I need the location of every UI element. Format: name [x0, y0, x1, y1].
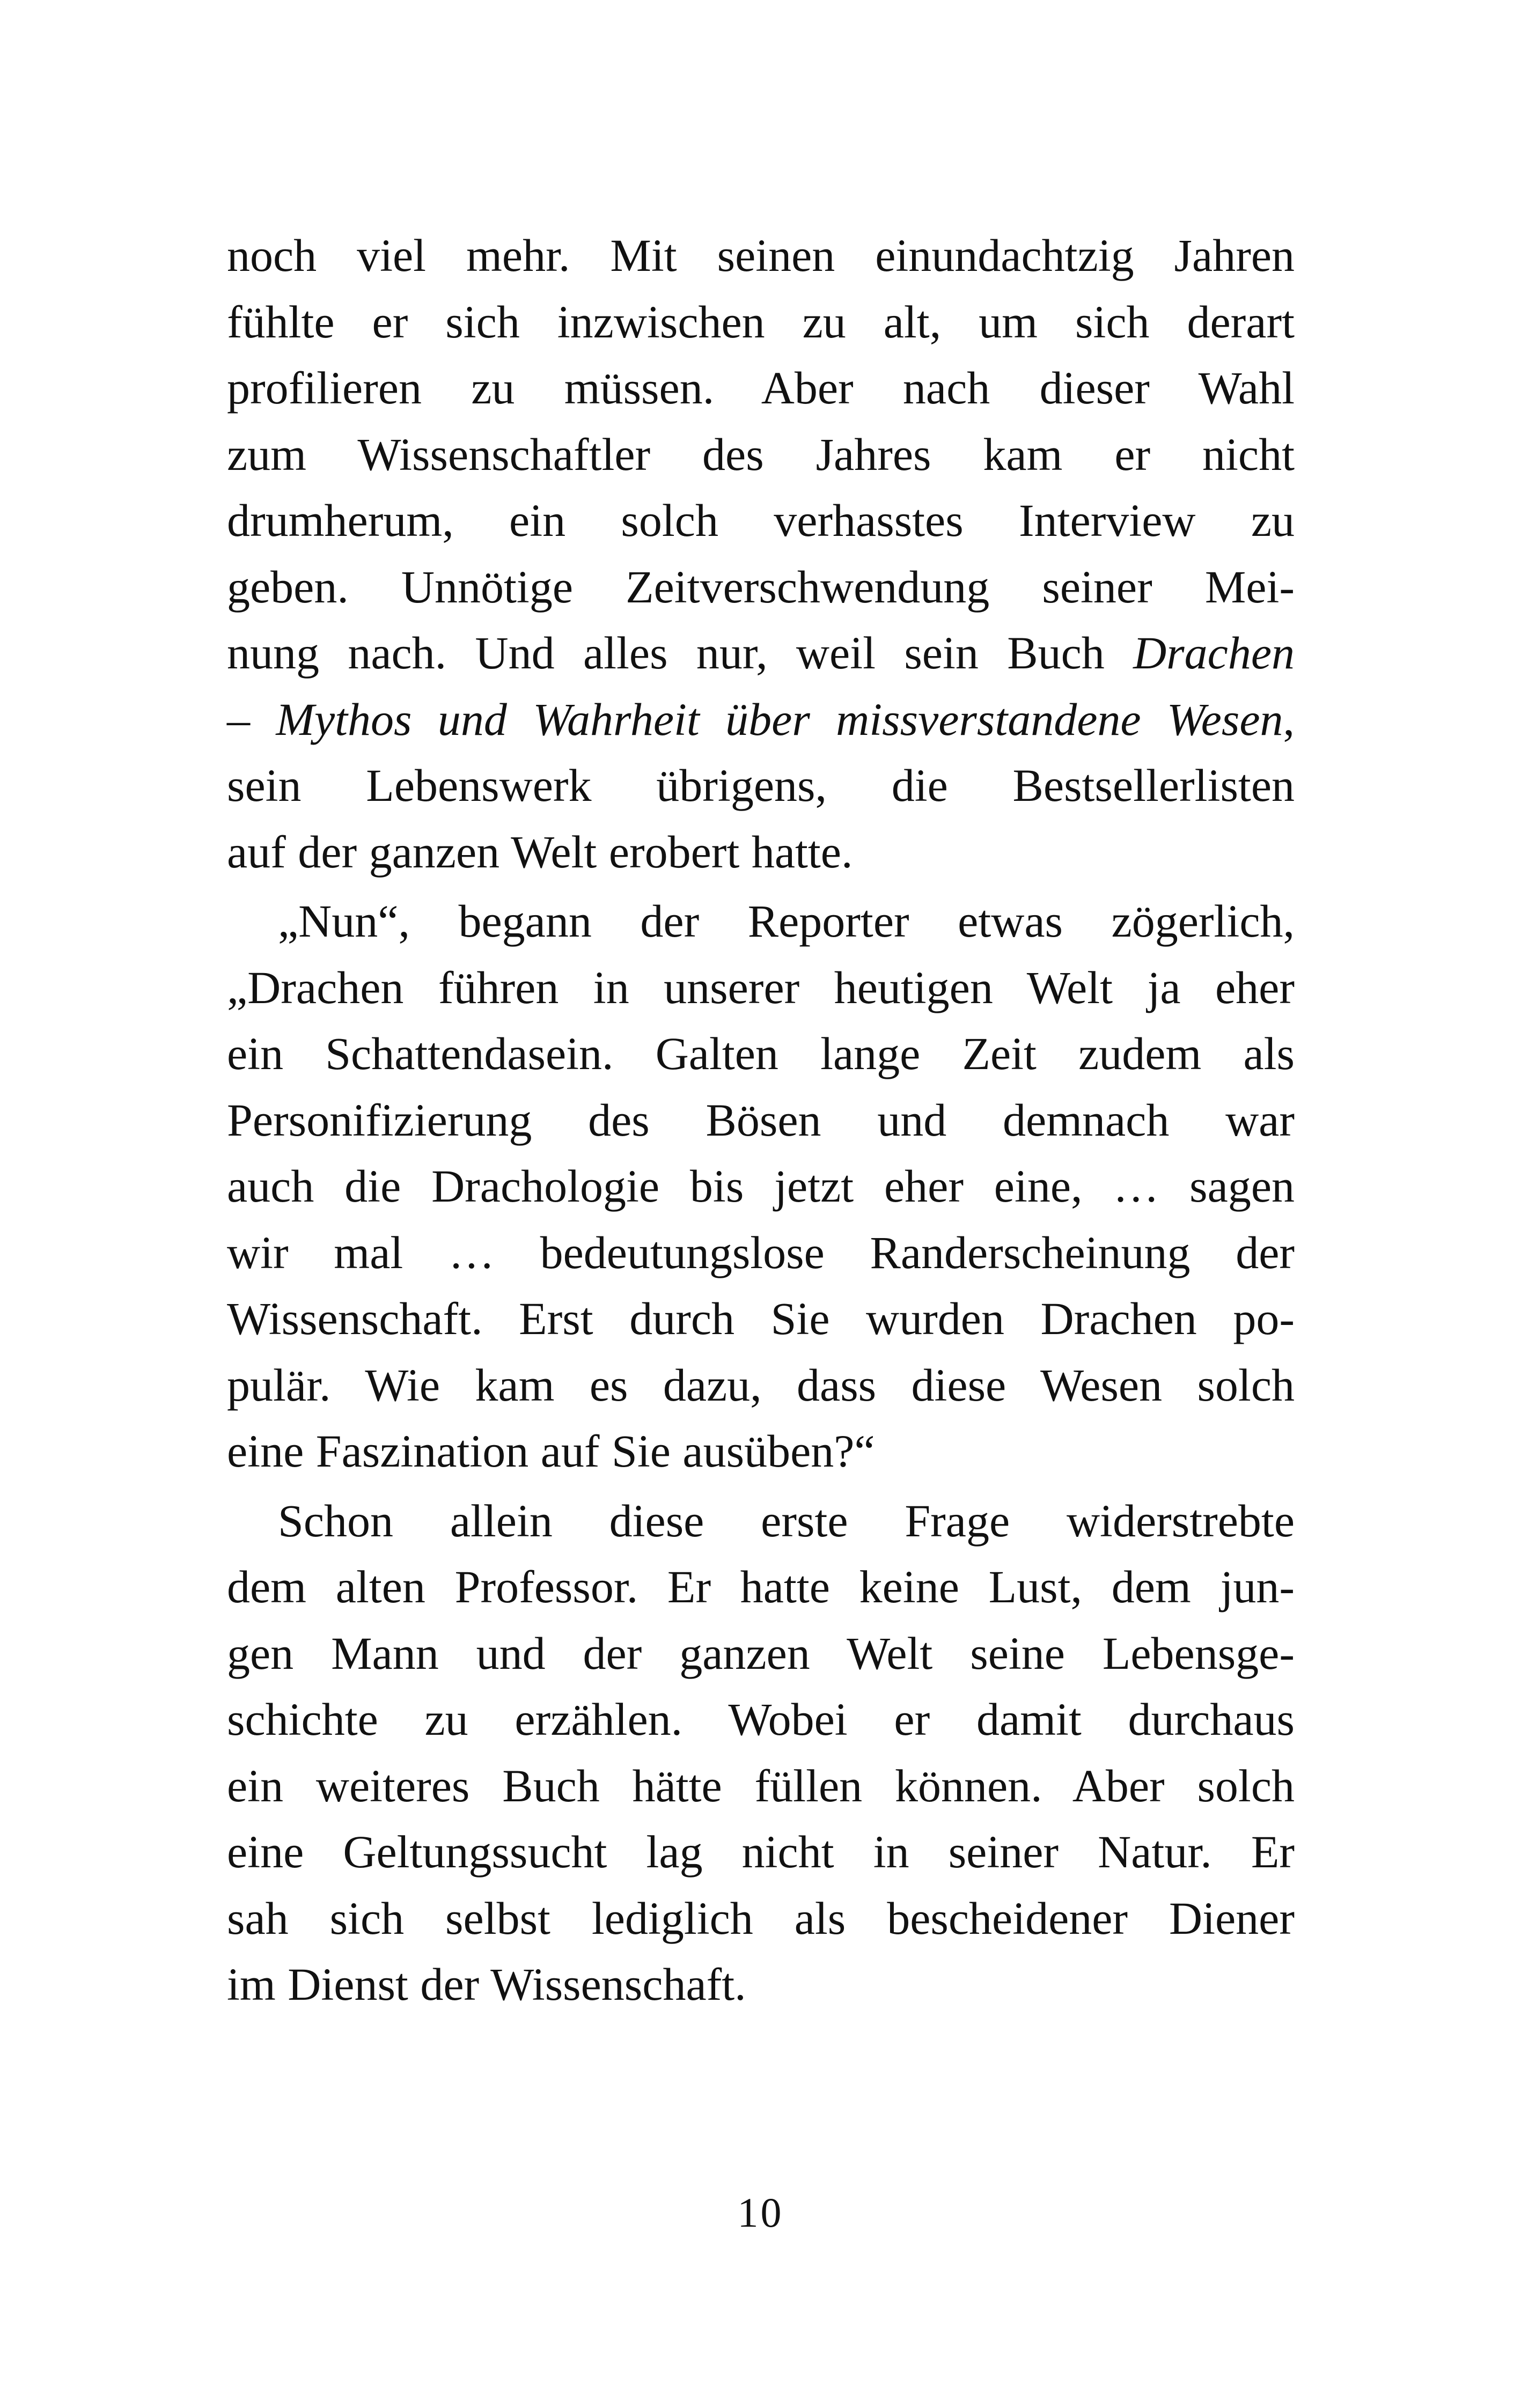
paragraph-3 — [227, 1488, 1295, 2018]
book-title-italic: – Mythos und Wahrheit über missverstandene Wesen — [227, 693, 1283, 745]
text-segment: nung nach. Und alles nur, weil sein Buch — [227, 627, 1134, 679]
text-line: zum Wissenschaftler des Jahres kam er nicht — [227, 428, 1295, 480]
paragraph-1 — [227, 223, 1295, 885]
body-text — [227, 223, 1295, 2018]
text-line: sein Lebenswerk übrigens, die Bestsellerlisten — [227, 760, 1295, 811]
text-line: ein Schattendasein. Galten lange Zeit zudem als — [227, 1028, 1295, 1079]
text-line: „Nun“, begann der Reporter etwas zögerlich, — [278, 895, 1295, 947]
page-number: 10 — [737, 2189, 784, 2236]
paragraph-2 — [227, 888, 1295, 1485]
text-line: Wissenschaft. Erst durch Sie wurden Drachen po- — [227, 1293, 1295, 1344]
text-segment: , — [1283, 693, 1295, 745]
text-line — [227, 687, 1295, 753]
text-line: gen Mann und der ganzen Welt seine Lebensge- — [227, 1627, 1295, 1679]
text-line: auf der ganzen Welt erobert hatte. — [227, 826, 853, 878]
text-line: im Dienst der Wissenschaft. — [227, 1958, 746, 2010]
text-line: wir mal … bedeutungslose Randerscheinung der — [227, 1226, 1295, 1278]
text-line: ein weiteres Buch hätte füllen können. Aber solch — [227, 1759, 1295, 1811]
book-title-italic: Drachen — [1133, 627, 1295, 679]
text-line: eine Faszination auf Sie ausüben?“ — [227, 1425, 875, 1477]
text-line: schichte zu erzählen. Wobei er damit durchaus — [227, 1693, 1295, 1745]
text-line: auch die Drachologie bis jetzt eher eine, … sagen — [227, 1160, 1295, 1212]
text-line: drumherum, ein solch verhasstes Interview zu — [227, 495, 1295, 546]
text-line: Personifizierung des Bösen und demnach war — [227, 1094, 1295, 1146]
text-line: fühlte er sich inzwischen zu alt, um sich derart — [227, 296, 1295, 348]
text-line: Schon allein diese erste Frage widerstrebte — [278, 1494, 1295, 1547]
text-line: eine Geltungssucht lag nicht in seiner Natur. Er — [227, 1826, 1295, 1877]
text-line: dem alten Professor. Er hatte keine Lust, dem jun- — [227, 1561, 1295, 1612]
text-line: noch viel mehr. Mit seinen einundachtzig Jahren — [227, 230, 1295, 281]
text-line: sah sich selbst lediglich als bescheidener Diener — [227, 1892, 1295, 1944]
text-line: geben. Unnötige Zeitverschwendung seiner Mei- — [227, 561, 1295, 613]
text-line — [227, 620, 1295, 687]
text-line: profilieren zu müssen. Aber nach dieser Wahl — [227, 362, 1295, 414]
text-line: pulär. Wie kam es dazu, dass diese Wesen solch — [227, 1359, 1295, 1411]
text-line: „Drachen führen in unserer heutigen Welt ja eher — [227, 961, 1295, 1013]
